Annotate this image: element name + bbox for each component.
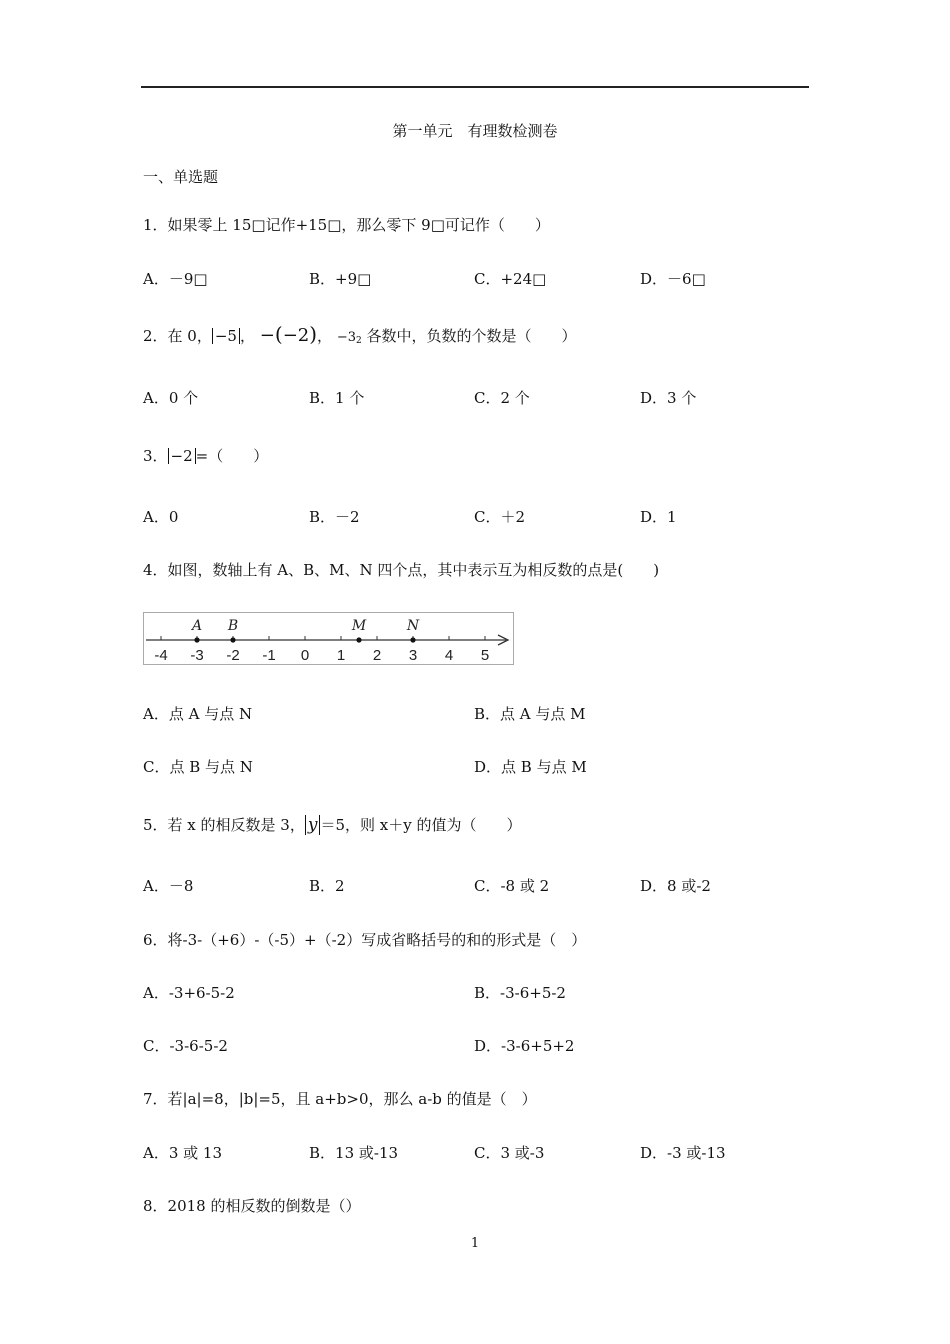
question-2-comma-2: ，	[317, 327, 333, 345]
question-7-option-b: B．13 或-13	[309, 1144, 399, 1162]
question-3-abs-expr: −2	[168, 448, 196, 464]
question-7-option-c: C．3 或-3	[474, 1144, 545, 1162]
question-3-stem	[143, 445, 268, 466]
question-2-option-d: D．3 个	[640, 389, 697, 407]
question-6-option-a: A．-3+6-5-2	[143, 984, 235, 1002]
question-2-neg-sign: −	[259, 325, 275, 346]
question-5-option-d: D．8 或-2	[640, 877, 711, 895]
question-6-option-c: C．-3-6-5-2	[143, 1037, 228, 1055]
question-1-option-a: A．－9□	[143, 270, 208, 288]
page-number: 1	[470, 1236, 480, 1251]
question-7-option-a: A．3 或 13	[143, 1144, 222, 1162]
question-2-abs-expr: −5	[212, 328, 240, 344]
header-rule	[141, 86, 809, 88]
question-2-paren-inner: −2	[282, 325, 310, 346]
question-2-stem	[143, 322, 577, 346]
number-line-tick-label: -2	[226, 647, 240, 664]
number-line-figure	[143, 612, 514, 665]
number-line-tick-label: 4	[444, 647, 454, 664]
question-3-option-d: D．1	[640, 508, 677, 526]
question-2-stem-suffix: 各数中，负数的个数是（ ）	[366, 327, 577, 345]
question-2-power-base: −3	[336, 330, 357, 345]
number-line-point-label: A	[191, 618, 203, 634]
question-1-option-c: C．+24□	[474, 270, 547, 288]
number-line-tick-label: 1	[336, 647, 346, 664]
question-4-option-b: B．点 A 与点 M	[474, 705, 586, 723]
question-5-stem-prefix: 5．若 x 的相反数是 3，	[143, 816, 305, 834]
question-2-option-b: B．1 个	[309, 389, 365, 407]
question-2-option-a: A．0 个	[143, 389, 199, 407]
number-line-svg	[144, 613, 513, 664]
question-2-stem-prefix: 2．在 0，	[143, 327, 212, 345]
question-7-option-d: D．-3 或-13	[640, 1144, 726, 1162]
number-line-point-b	[230, 637, 235, 642]
question-4-option-d: D．点 B 与点 M	[474, 758, 587, 776]
number-line-tick-label: 0	[300, 647, 310, 664]
question-1-option-b: B．+9□	[309, 270, 372, 288]
number-line-point-label: B	[227, 618, 239, 634]
question-5-stem-suffix: ＝5，则 x＋y 的值为（ ）	[320, 816, 522, 834]
number-line-tick-label: -1	[262, 647, 276, 664]
question-6-option-b: B．-3-6+5-2	[474, 984, 566, 1002]
question-5-option-c: C．-8 或 2	[474, 877, 550, 895]
question-4-option-c: C．点 B 与点 N	[143, 758, 253, 776]
question-1-stem: 1．如果零上 15□记作+15□，那么零下 9□可记作（ ）	[143, 216, 550, 234]
number-line-tick-label: 5	[480, 647, 490, 664]
number-line-point-m	[356, 637, 361, 642]
question-3-stem-suffix: =（ ）	[195, 447, 269, 465]
question-4-stem: 4．如图，数轴上有 A、B、M、N 四个点，其中表示互为相反数的点是( )	[143, 561, 660, 579]
number-line-tick-label: 2	[372, 647, 382, 664]
number-line-tick-label: -3	[190, 647, 204, 664]
section-heading: 一、单选题	[143, 168, 219, 186]
question-1-option-d: D．－6□	[640, 270, 706, 288]
question-3-option-c: C．＋2	[474, 508, 526, 526]
question-3-stem-prefix: 3．	[143, 447, 168, 465]
question-7-stem: 7．若|a|=8，|b|=5，且 a+b>0，那么 a-b 的值是（ ）	[143, 1090, 537, 1108]
question-5-abs-expr: y	[305, 815, 321, 835]
question-2-option-c: C．2 个	[474, 389, 530, 407]
question-4-option-a: A．点 A 与点 N	[143, 705, 253, 723]
question-5-stem	[143, 814, 521, 835]
number-line-point-n	[410, 637, 415, 642]
document-title: 第一单元 有理数检测卷	[392, 122, 558, 140]
number-line-point-a	[194, 637, 199, 642]
question-3-option-a: A．0	[143, 508, 179, 526]
question-3-option-b: B．－2	[309, 508, 360, 526]
question-2-comma-1: ，	[239, 327, 255, 345]
question-2-power-exp: 2	[356, 336, 362, 346]
number-line-point-label: N	[406, 618, 420, 634]
number-line-tick-label: 3	[408, 647, 418, 664]
question-5-option-b: B．2	[309, 877, 345, 895]
question-2-paren-open: (	[274, 322, 283, 346]
question-6-option-d: D．-3-6+5+2	[474, 1037, 575, 1055]
question-5-option-a: A．－8	[143, 877, 194, 895]
number-line-point-label: M	[351, 618, 367, 634]
question-2-paren-close: )	[309, 322, 318, 346]
question-8-stem: 8．2018 的相反数的倒数是（）	[143, 1197, 361, 1215]
question-6-stem: 6．将-3-（+6）-（-5）+（-2）写成省略括号的和的形式是（ ）	[143, 931, 587, 949]
number-line-tick-label: -4	[154, 647, 168, 664]
